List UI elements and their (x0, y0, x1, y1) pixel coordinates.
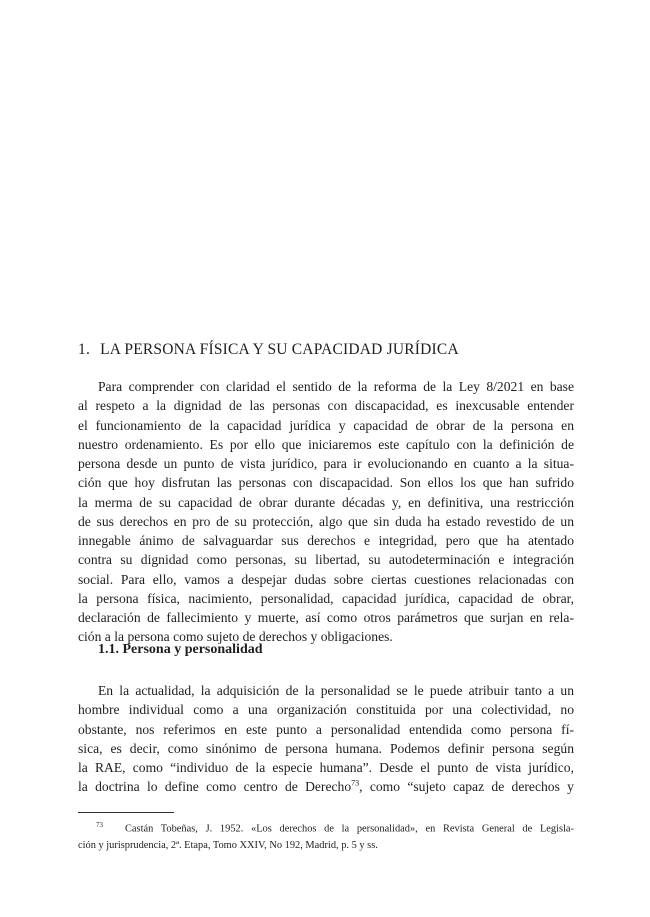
text-line: hombre individual como a una organización constituida por una colectividad, no (78, 702, 574, 718)
text-line: la persona física, nacimiento, personalidad, capacidad jurídica, capacidad de obrar, (78, 590, 574, 606)
footnote-marker: 73 (96, 821, 103, 829)
body-paragraph-1 (78, 377, 574, 647)
text-line: declaración de fallecimiento y muerte, así como otros parámetros que surjan en rela- (78, 610, 574, 625)
text-fragment: la doctrina lo define como centro de Derecho (78, 779, 352, 795)
subsection-heading: 1.1. Persona y personalidad (98, 642, 263, 657)
text-line: la merma de su capacidad de obrar durante décadas y, en definitiva, una restricción (78, 494, 574, 510)
text-line: En la actualidad, la adquisición de la personalidad se le puede atribuir tanto a un (98, 683, 574, 698)
footnote-text: Castán Tobeñas, J. 1952. «Los derechos de la personalidad», en Revista General de Legisla- (125, 823, 574, 835)
text-line: de sus derechos en pro de su protección, algo que sin duda ha estado revestido de un (78, 513, 574, 529)
text-line: ción que hoy disfrutan las personas con discapacidad. Son ellos los que han sufrido (78, 475, 574, 491)
text-line: la RAE, como “individuo de la especie humana”. Desde el punto de vista jurídico, (78, 760, 574, 775)
text-line (78, 777, 574, 796)
footnote-separator (78, 812, 174, 813)
text-line: innegable ánimo de salvaguardar sus derechos e integridad, pero que ha atentado (78, 533, 574, 548)
body-paragraph-2 (78, 681, 574, 797)
section-title: LA PERSONA FÍSICA Y SU CAPACIDAD JURÍDICA (100, 341, 459, 358)
section-number: 1. (78, 341, 91, 358)
text-line: persona desde un punto de vista jurídico, para ir evolucionando en cuanto a la situa- (78, 456, 574, 471)
text-line: obstante, nos referimos en este punto a personalidad entendida como persona fí- (78, 721, 574, 737)
text-fragment: , como “sujeto capaz de derechos y (359, 779, 574, 795)
text-line: social. Para ello, vamos a despejar dudas sobre ciertas cuestiones relacionadas con (78, 571, 574, 587)
text-line: sica, es decir, como sinónimo de persona humana. Podemos definir persona según (78, 740, 574, 756)
footnote-reference[interactable]: 73 (351, 778, 360, 788)
footnote (78, 817, 574, 854)
footnote-line: ción y jurisprudencia, 2ª. Etapa, Tomo XXIV, No 192, Madrid, p. 5 y ss. (78, 840, 378, 852)
text-line: al respeto a la dignidad de las personas con discapacidad, es inexcusable entender (78, 398, 574, 414)
section-heading (78, 341, 578, 359)
text-line: ción a la persona como sujeto de derechos y obligaciones. (78, 629, 393, 645)
text-line: nuestro ordenamiento. Es por ello que iniciaremos este capítulo con la definición de (78, 436, 574, 452)
text-line: contra su dignidad como personas, su libertad, su autodeterminación e integración (78, 552, 574, 568)
footnote-line (78, 817, 574, 837)
text-line: el funcionamiento de la capacidad jurídica y capacidad de obrar de la persona en (78, 417, 574, 433)
text-line: Para comprender con claridad el sentido de la reforma de la Ley 8/2021 en base (98, 379, 574, 394)
